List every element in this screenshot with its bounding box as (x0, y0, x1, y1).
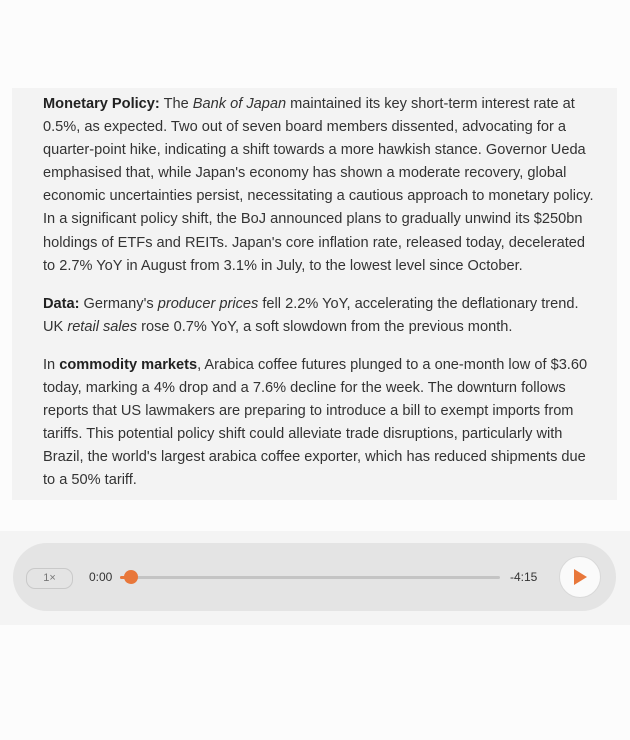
emphasis-text: Bank of Japan (192, 96, 287, 112)
paragraph-monetary-policy (43, 93, 601, 278)
play-icon (572, 568, 588, 586)
text-span: Germany's (79, 295, 158, 312)
audio-player-band (0, 531, 630, 625)
text-span: rose 0.7% YoY, a soft slowdown from the previous month. (137, 318, 513, 335)
play-button[interactable] (559, 556, 601, 598)
audio-player (13, 543, 616, 611)
text-span: fell 2.2% YoY, accelerating the deflationary trend. UK (43, 295, 579, 335)
time-elapsed: 0:00 (89, 570, 113, 584)
progress-thumb[interactable] (124, 570, 138, 584)
paragraph-commodity-markets (43, 354, 601, 493)
text-span: The (159, 96, 193, 112)
emphasis-text: producer prices (157, 295, 259, 312)
playback-speed-button[interactable]: 1× (26, 568, 73, 589)
section-label: Data: (43, 295, 80, 312)
paragraph-data (43, 293, 601, 339)
article-body (12, 88, 617, 500)
section-label: commodity markets (59, 356, 198, 373)
time-remaining: -4:15 (510, 570, 538, 584)
progress-track[interactable] (120, 576, 500, 579)
text-span: maintained its key short-term interest rate at 0.5%, as expected. Two out of seven board members dissented, advocating for a quarter-point hike, indicating a shift towards a more hawkish stance. Governor Ueda emphasised that, while Japan's economy has shown a moderate recovery, global economic uncertainties persist, necessitating a cautious approach to monetary policy. In a significant policy shift, the BoJ announced plans to gradually unwind its $250bn holdings of ETFs and REITs. Japan's core inflation rate, released today, decelerated to 2.7% YoY in August from 3.1% in July, to the lowest level since October. (43, 96, 594, 274)
section-label: Monetary Policy: (43, 96, 160, 112)
text-span: In (43, 356, 60, 373)
text-span: , Arabica coffee futures plunged to a one-month low of $3.60 today, marking a 4% drop and a 7.6% decline for the week. The downturn follows reports that US lawmakers are preparing to introduce a bill to exempt imports from tariffs. This potential policy shift could alleviate trade disruptions, particularly with Brazil, the world's largest arabica coffee exporter, which has reduced shipments due to a 50% tariff. (43, 356, 588, 489)
emphasis-text: retail sales (67, 318, 138, 335)
